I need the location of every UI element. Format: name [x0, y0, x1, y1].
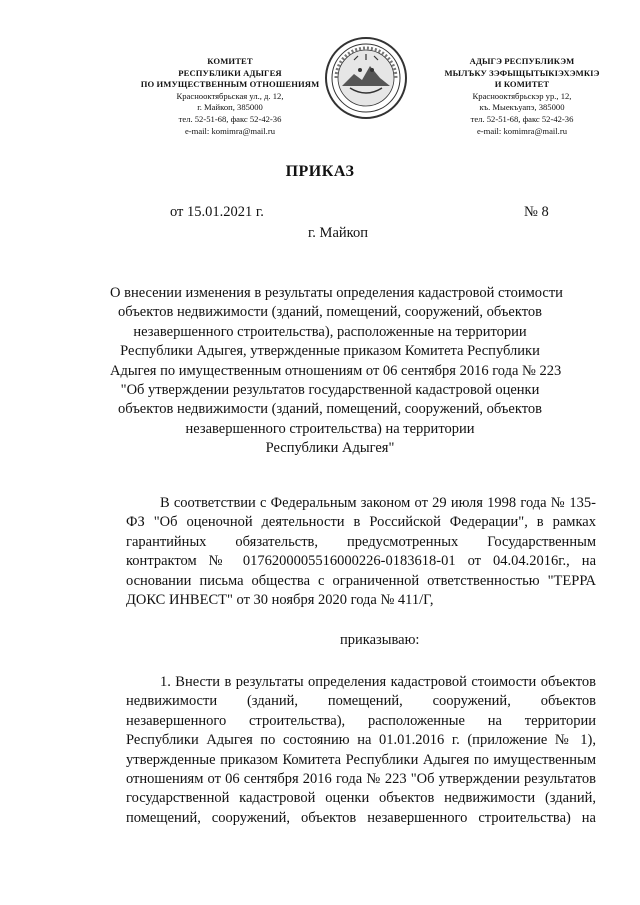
basis-line: контрактом № 0176200005516000226-0183618-01 от 04.04.2016г., на	[126, 553, 596, 570]
header-right-line: АДЫГЭ РЕСПУБЛИКЭМ	[469, 56, 575, 66]
header-right-email: e-mail: komimra@mail.ru	[476, 125, 567, 136]
item-line: Республики Адыгея по состоянию на 01.01.2016 г. (приложение № 1),	[126, 732, 596, 749]
item-line: 1. Внести в результаты определения кадастровой стоимости объектов	[160, 674, 596, 690]
header-left-line: РЕСПУБЛИКИ АДЫГЕЯ	[178, 67, 282, 78]
coat-of-arms-emblem	[324, 36, 408, 120]
header-right-address: Краснооктябрьскэр ур., 12,	[472, 90, 572, 101]
order-item-1	[126, 673, 596, 828]
item-line: недвижимости (зданий, помещений, сооружений, объектов	[126, 693, 596, 710]
subject-line: объектов недвижимости (зданий, помещений, сооружений, объектов	[118, 401, 542, 418]
item-line: незавершенного строительства), расположенные на территории	[126, 712, 596, 729]
document-title: ПРИКАЗ	[285, 163, 355, 180]
header-left-line: КОМИТЕТ	[207, 56, 253, 66]
header-left-line: ПО ИМУЩЕСТВЕННЫМ ОТНОШЕНИЯМ	[140, 79, 320, 90]
subject-line: Республики Адыгея, утвержденные приказом Комитета Республики	[120, 343, 540, 360]
header-right-phone: тел. 52-51-68, факс 52-42-36	[470, 113, 574, 124]
item-line: отношениям от 06 сентября 2016 года № 223 "Об утверждении результатов	[126, 771, 596, 788]
subject-line: Адыгея по имущественным отношениям от 06 сентября 2016 года № 223	[110, 362, 562, 379]
basis-paragraph	[126, 494, 596, 610]
document-subject	[110, 284, 563, 459]
header-left-email: e-mail: komimra@mail.ru	[184, 125, 275, 136]
subject-line: объектов недвижимости (зданий, помещений, сооружений, объектов	[118, 304, 542, 321]
item-line: государственной кадастровой оценки объектов недвижимости (зданий,	[126, 790, 596, 807]
header-right-city: къ. Мыекъуапэ, 385000	[479, 102, 565, 113]
subject-line: О внесении изменения в результаты определения кадастровой стоимости	[110, 285, 563, 301]
subject-line: Республики Адыгея"	[265, 440, 395, 457]
header-left-address: Краснооктябрьская ул., д. 12,	[176, 90, 284, 101]
basis-line: основании письма общества с ограниченной ответственностью "ТЕРРА	[126, 572, 596, 589]
subject-line: незавершенного строительства) на территории	[185, 420, 475, 437]
header-left-city: г. Майкоп, 385000	[197, 102, 263, 113]
subject-line: "Об утверждении результатов государственной кадастровой оценки	[120, 382, 540, 399]
order-word: приказываю:	[340, 632, 420, 648]
document-city: г. Майкоп	[308, 225, 368, 241]
basis-line: ФЗ "Об оценочной деятельности в Российской Федерации", в рамках	[126, 514, 596, 531]
document-number: № 8	[524, 204, 549, 220]
header-left-phone: тел. 52-51-68, факс 52-42-36	[178, 113, 282, 124]
document-date: от 15.01.2021 г.	[170, 204, 264, 220]
basis-line: В соответствии с Федеральным законом от 29 июля 1998 года № 135-	[160, 495, 596, 511]
item-line: помещений, сооружений, объектов незавершенного строительства) на	[126, 809, 596, 826]
header-right-line: И КОМИТЕТ	[494, 79, 550, 90]
item-line: утвержденные приказом Комитета Республики Адыгея по имущественным	[126, 751, 596, 768]
header-left-block	[120, 56, 340, 137]
basis-line: ДОКС ИНВЕСТ" от 30 ноября 2020 года № 411/Г,	[126, 592, 434, 609]
subject-line: незавершенного строительства), расположенные на территории	[133, 323, 527, 340]
header-right-block	[412, 56, 632, 137]
header-right-line: МЫЛЪКУ ЗЭФЫЩЫТЫКIЭХЭМКIЭ	[444, 67, 600, 78]
basis-line: гарантийных обязательств, предусмотренных Государственным	[126, 533, 596, 550]
